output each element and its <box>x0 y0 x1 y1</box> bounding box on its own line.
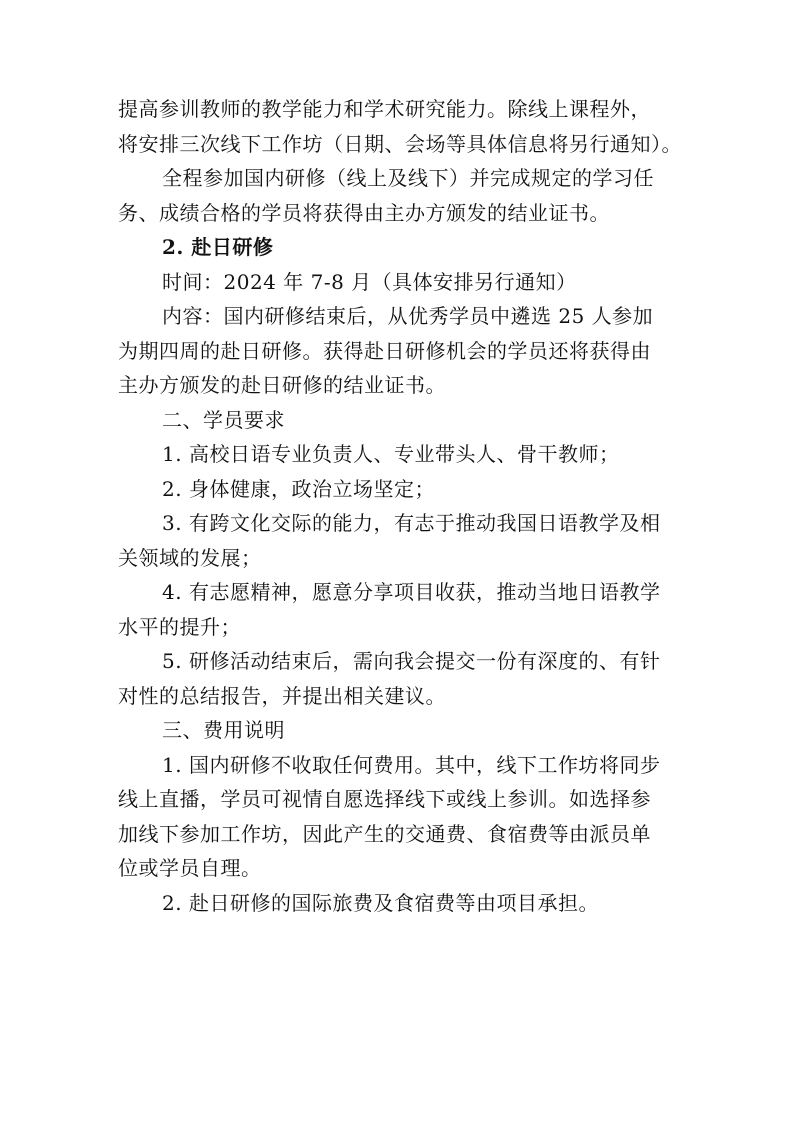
list-item-continuation: 关领域的发展； <box>118 545 262 570</box>
list-item-continuation: 水平的提升； <box>118 614 241 639</box>
paragraph-line: 务、成绩合格的学员将获得由主办方颁发的结业证书。 <box>118 200 610 225</box>
paragraph-line: 将安排三次线下工作坊（日期、会场等具体信息将另行通知）。 <box>118 131 682 156</box>
section-heading-requirements: 二、学员要求 <box>162 407 285 432</box>
list-item-continuation: 加线下参加工作坊，因此产生的交通费、食宿费等由派员单 <box>118 821 651 846</box>
list-item: 2. 赴日研修的国际旅费及食宿费等由项目承担。 <box>162 890 599 915</box>
list-item: 3. 有跨文化交际的能力，有志于推动我国日语教学及相 <box>162 511 661 535</box>
section-heading-fees: 三、费用说明 <box>162 718 285 742</box>
paragraph-line: 提高参训教师的教学能力和学术研究能力。除线上课程外， <box>118 97 651 121</box>
section-heading-japan-training: 2. 赴日研修 <box>162 235 274 259</box>
paragraph-line: 主办方颁发的赴日研修的结业证书。 <box>118 373 446 397</box>
list-item-continuation: 线上直播，学员可视情自愿选择线下或线上参训。如选择参 <box>118 787 651 811</box>
list-item-continuation: 对性的总结报告，并提出相关建议。 <box>118 683 446 708</box>
list-item: 1. 国内研修不收取任何费用。其中，线下工作坊将同步 <box>162 752 661 777</box>
paragraph-line: 时间：2024 年 7-8 月（具体安排另行通知） <box>162 269 577 294</box>
list-item: 1. 高校日语专业负责人、专业带头人、骨干教师； <box>162 442 620 466</box>
list-item: 4. 有志愿精神，愿意分享项目收获，推动当地日语教学 <box>162 580 661 604</box>
list-item: 2. 身体健康，政治立场坚定； <box>162 476 435 501</box>
paragraph-line: 全程参加国内研修（线上及线下）并完成规定的学习任 <box>162 166 654 190</box>
list-item: 5. 研修活动结束后，需向我会提交一份有深度的、有针 <box>162 649 661 673</box>
paragraph-line: 为期四周的赴日研修。获得赴日研修机会的学员还将获得由 <box>118 338 651 363</box>
document-page <box>118 92 682 920</box>
paragraph-line: 内容：国内研修结束后，从优秀学员中遴选 25 人参加 <box>162 304 654 328</box>
list-item-continuation: 位或学员自理。 <box>118 856 262 880</box>
